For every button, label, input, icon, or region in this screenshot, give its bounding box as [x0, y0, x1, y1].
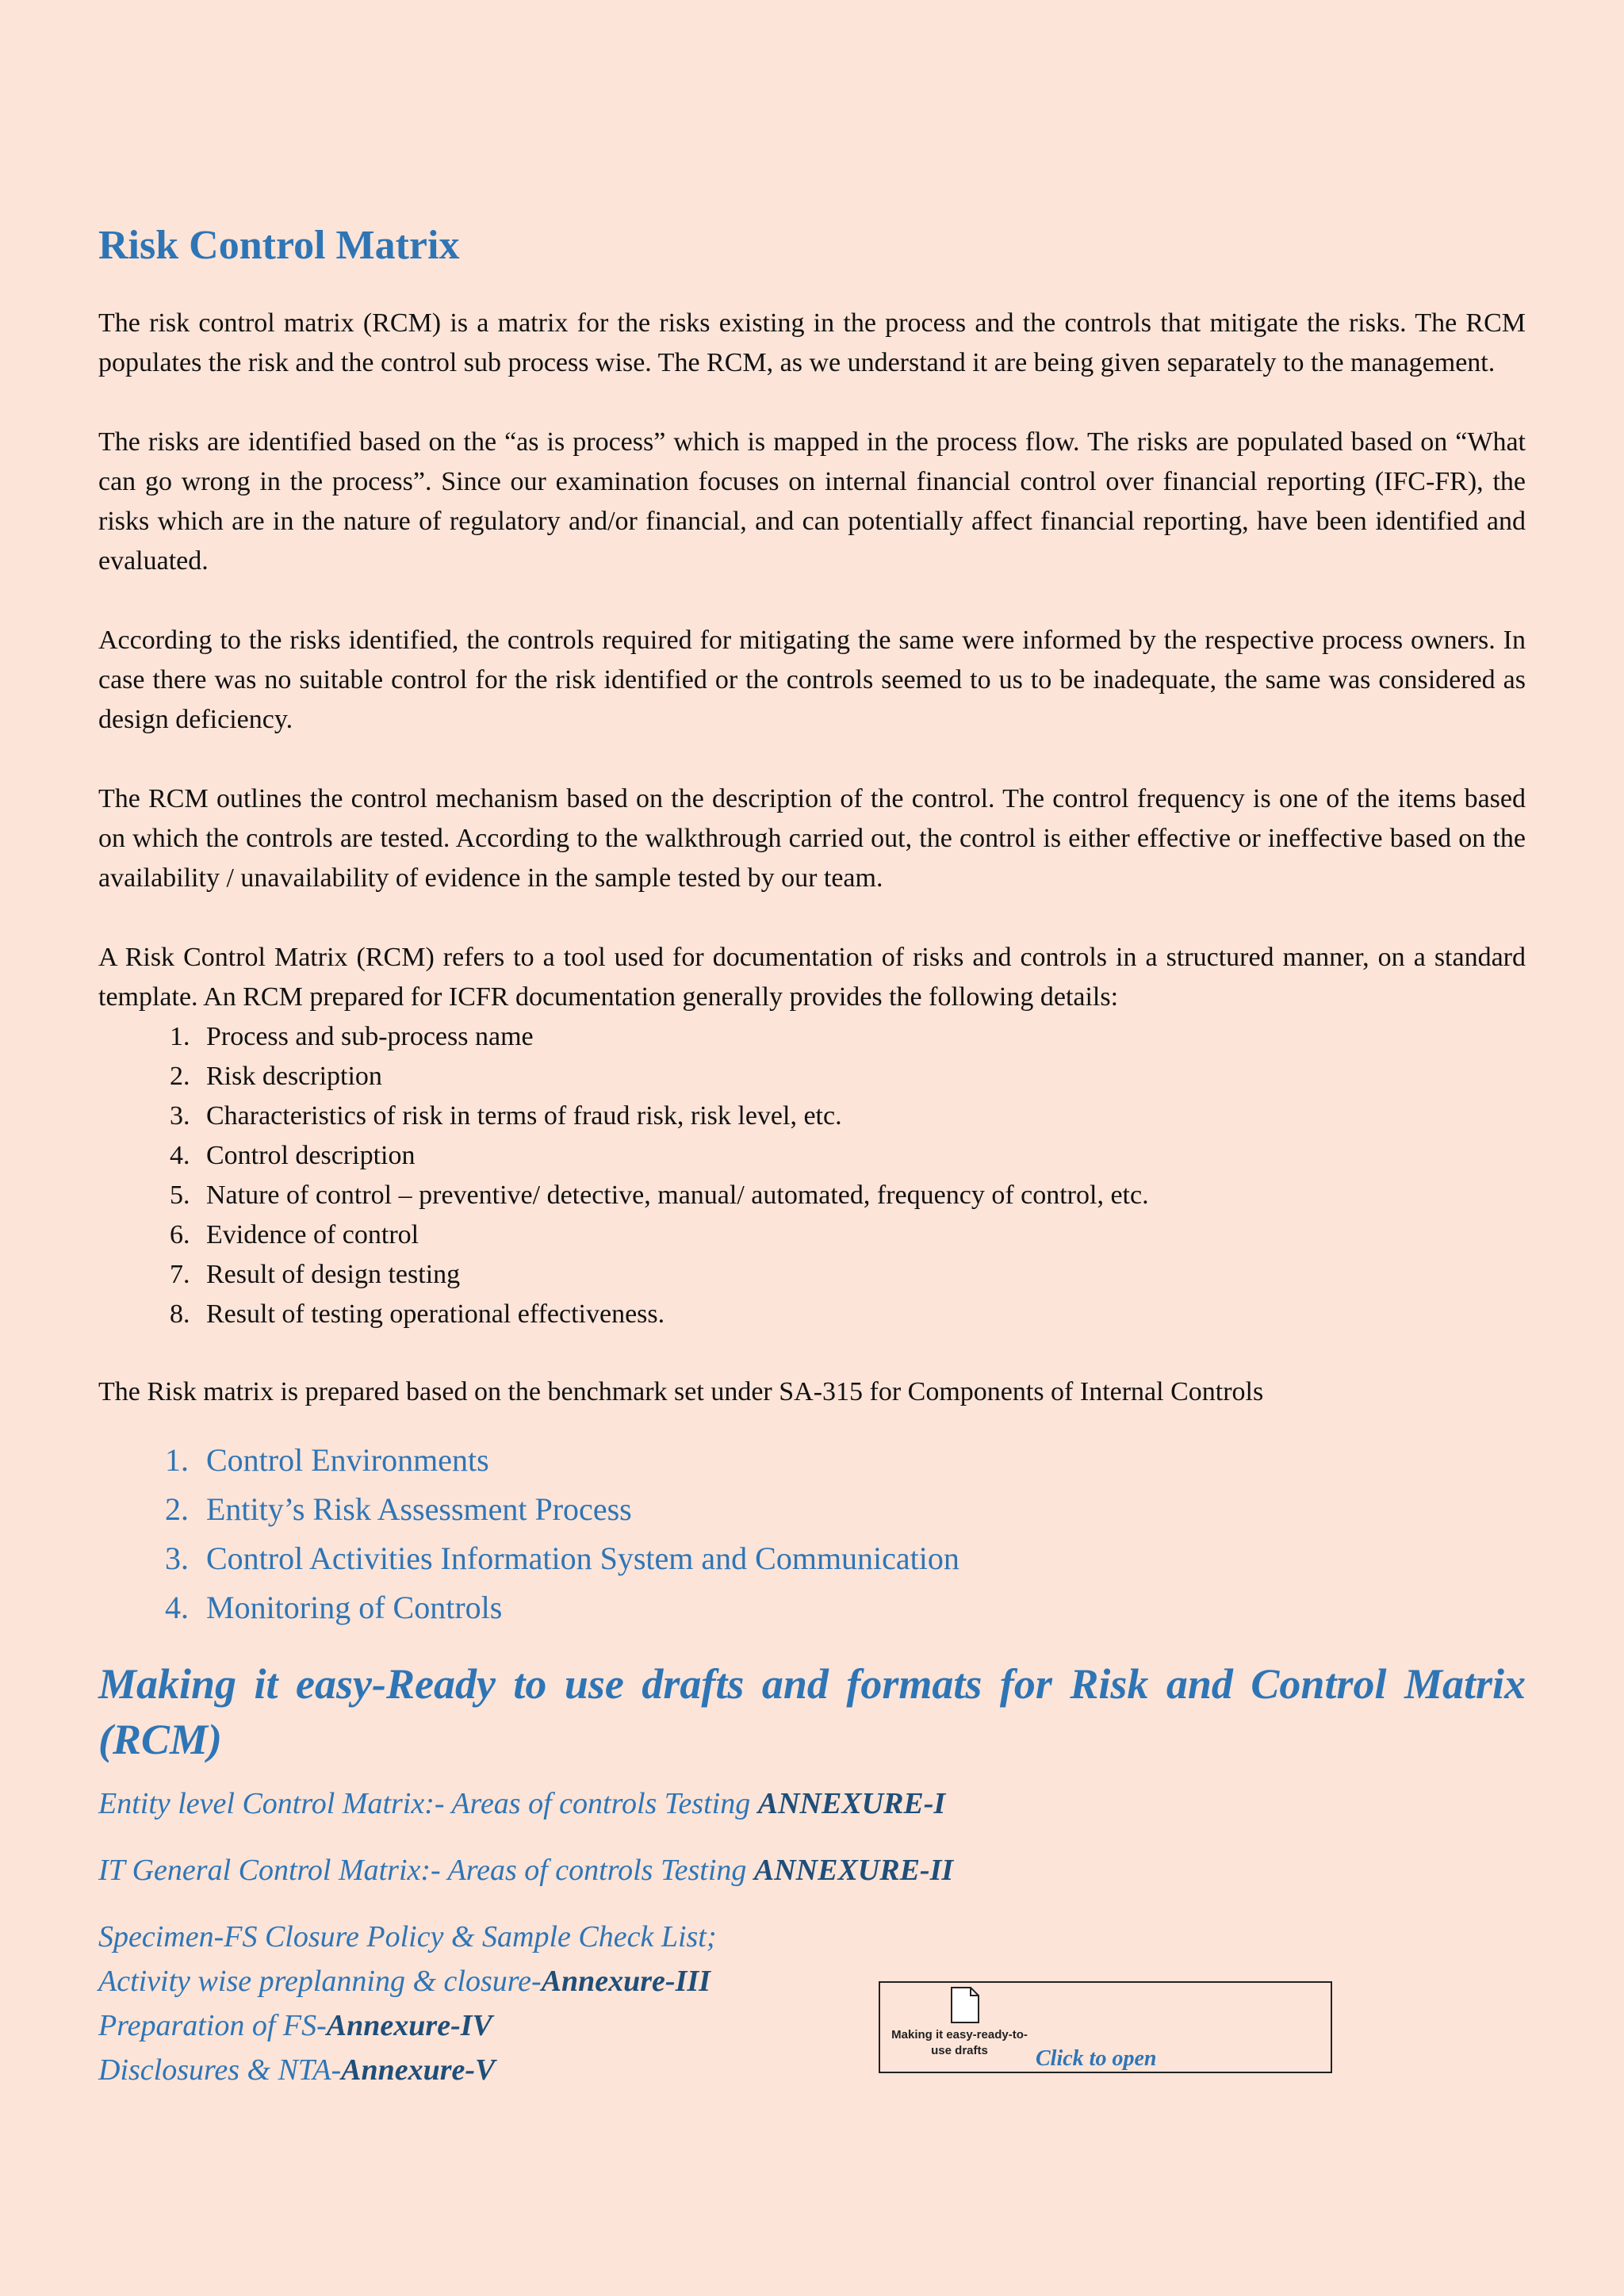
components-list [98, 1436, 1526, 1632]
list-item: 4. Control description [197, 1136, 1526, 1176]
list-item: 6. Evidence of control [197, 1215, 1526, 1255]
document-icon [950, 1986, 980, 2024]
annexure-prep-label: Annexure-IV [326, 2009, 492, 2042]
annexure-it-line [98, 1848, 1526, 1892]
specimen-line: Specimen-FS Closure Policy & Sample Check List; [98, 1920, 717, 1954]
annexure-disclosures-text: Disclosures & NTA- [98, 2053, 342, 2087]
list-item: 1. Control Environments [197, 1436, 1526, 1485]
list-item: 3. Characteristics of risk in terms of fraud risk, risk level, etc. [197, 1096, 1526, 1136]
document-page [98, 222, 1526, 2092]
benchmark-text: The Risk matrix is prepared based on the benchmark set under SA-315 for Components of Internal Controls [98, 1377, 1264, 1406]
annexure-entity-text: Entity level Control Matrix:- Areas of controls Testing [98, 1787, 758, 1820]
embedded-attachment[interactable] [879, 1981, 1332, 2073]
annexure-it-text: IT General Control Matrix:- Areas of controls Testing [98, 1854, 754, 1887]
list-item: 2. Risk description [197, 1057, 1526, 1096]
list-item: 2. Entity’s Risk Assessment Process [197, 1485, 1526, 1534]
annexure-entity-line [98, 1781, 1526, 1826]
annexure-disclosures-label: Annexure-V [341, 2053, 496, 2087]
rcm-details-list [98, 1017, 1526, 1334]
annexure-prep-text: Preparation of FS- [98, 2009, 327, 2042]
annexure-it-label: ANNEXURE-II [753, 1854, 954, 1887]
paragraph-controls: According to the risks identified, the controls required for mitigating the same were informed by the respective process owners. In case there was no suitable control for the risk identified or the controls seemed to us to be inadequate, the same was considered as design deficiency. [98, 626, 1526, 734]
list-item: 3. Control Activities Information System and Communication [197, 1534, 1526, 1583]
paragraph-rcm-definition: The risk control matrix (RCM) is a matrix for the risks existing in the process and the controls that mitigate the risks. The RCM populates the risk and the control sub process wise. The RCM, as we understand it are being given separately to the management. [98, 308, 1526, 377]
list-item: 1. Process and sub-process name [197, 1017, 1526, 1057]
list-item: 8. Result of testing operational effectiveness. [197, 1295, 1526, 1334]
paragraph-control-mechanism: The RCM outlines the control mechanism based on the description of the control. The control frequency is one of the items based on which the controls are tested. According to the walkthrough carried out, the control is either effective or ineffective based on the availability / unavailability of evidence in the sample tested by our team. [98, 784, 1526, 893]
list-item: 4. Monitoring of Controls [197, 1583, 1526, 1632]
page-title: Risk Control Matrix [98, 223, 460, 268]
annexure-activity-text: Activity wise preplanning & closure- [98, 1965, 542, 1998]
paragraph-risk-identification: The risks are identified based on the “as is process” which is mapped in the process flow. The risks are populated based on “What can go wrong in the process”. Since our examination focuses on internal financial control over financial reporting (IFC-FR), the risks which are in the nature of regulatory and/or financial, and can potentially affect financial reporting, have been identified and evaluated. [98, 427, 1526, 576]
annexure-activity-label: Annexure-III [541, 1965, 710, 1998]
annexure-entity-label: ANNEXURE-I [757, 1787, 946, 1820]
click-to-open-link[interactable]: Click to open [1036, 2046, 1157, 2071]
paragraph-rcm-tool: A Risk Control Matrix (RCM) refers to a tool used for documentation of risks and controls in a structured manner, on a standard template. An RCM prepared for ICFR documentation generally provides the following details: [98, 943, 1526, 1012]
making-it-easy-heading: Making it easy-Ready to use drafts and formats for Risk and Control Matrix (RCM) [98, 1660, 1526, 1763]
annexure-group [98, 1915, 1526, 2092]
list-item: 7. Result of design testing [197, 1255, 1526, 1295]
attachment-name: Making it easy-ready-to-use drafts [891, 2028, 1028, 2057]
list-item: 5. Nature of control – preventive/ detective, manual/ automated, frequency of control, etc. [197, 1176, 1526, 1215]
